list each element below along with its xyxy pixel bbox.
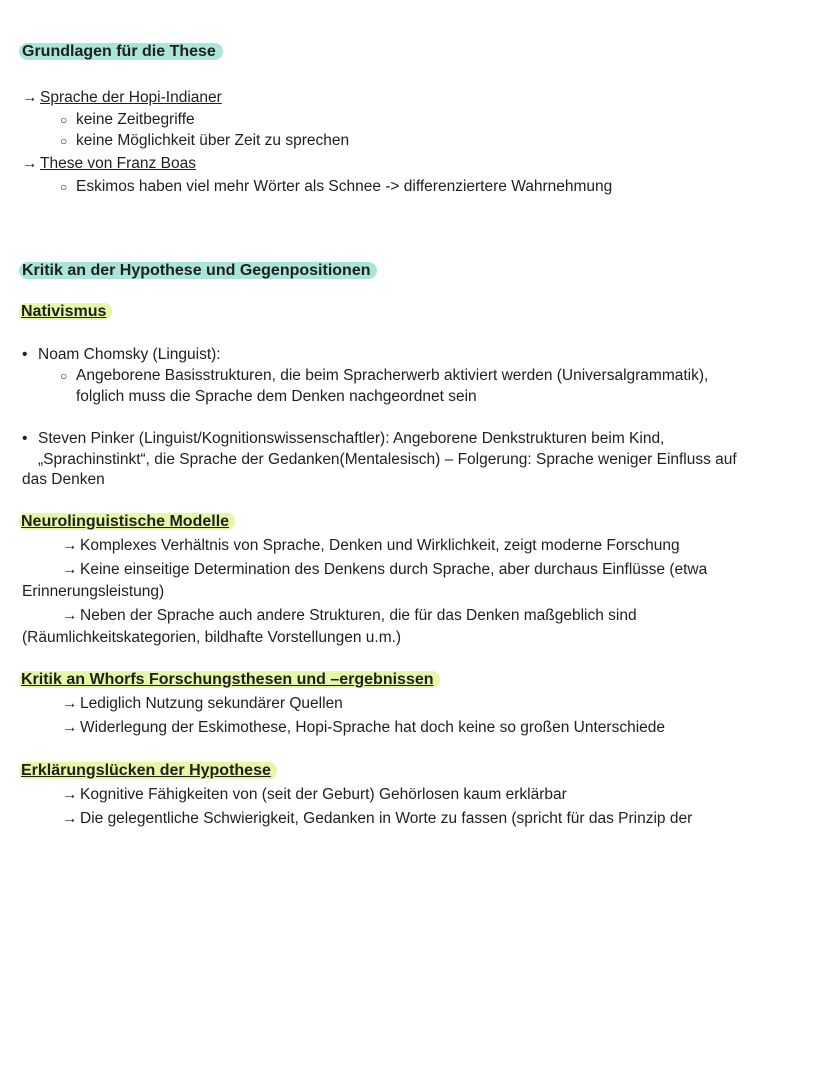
list-item [62,536,680,556]
circle-bullet-icon: ○ [60,369,68,383]
item-label: das Denken [22,471,105,488]
item-label: Erinnerungsleistung) [22,583,165,600]
item-label: folglich muss die Sprache dem Denken nachgeordnet sein [76,388,477,405]
item-label: Lediglich Nutzung sekundärer Quellen [80,695,343,712]
sub-list-item [60,110,195,130]
circle-bullet-icon: ○ [60,180,68,194]
section-heading-grundlagen [19,42,223,62]
list-item [22,429,664,449]
arrow-icon: → [62,561,78,578]
item-label: Widerlegung der Eskimothese, Hopi-Sprache hat doch keine so großen Unterschiede [80,719,666,736]
bullet-icon: • [22,346,28,363]
list-item [22,154,196,174]
heading-highlight: Erklärungslücken der Hypothese [19,762,277,779]
item-label: Sprache der Hopi-Indianer [40,89,222,106]
arrow-icon: → [62,810,78,827]
sub-list-item [60,366,708,386]
circle-bullet-icon: ○ [60,113,68,127]
item-label: Eskimos haben viel mehr Wörter als Schnee -> differenziertere Wahrnehmung [76,178,613,195]
item-label: „Sprachinstinkt“, die Sprache der Gedanken(Mentalesisch) – Folgerung: Sprache weniger Einfluss auf [38,451,737,468]
circle-bullet-icon: ○ [60,134,68,148]
heading-highlight: Grundlagen für die These [19,43,223,60]
item-label: (Räumlichkeitskategorien, bildhafte Vorstellungen u.m.) [22,629,402,646]
bullet-icon: • [22,430,28,447]
item-label: Komplexes Verhältnis von Sprache, Denken und Wirklichkeit, zeigt moderne Forschung [80,537,680,554]
list-item-continuation [22,470,105,490]
item-label: Keine einseitige Determination des Denkens durch Sprache, aber durchaus Einflüsse (etwa [80,561,708,578]
heading-highlight: Neurolinguistische Modelle [19,513,235,530]
arrow-icon: → [62,695,78,712]
arrow-icon: → [62,537,78,554]
item-label: Noam Chomsky (Linguist): [38,346,221,363]
item-label: Angeborene Basisstrukturen, die beim Spracherwerb aktiviert werden (Universalgrammatik), [76,367,709,384]
arrow-icon: → [62,719,78,736]
list-item [62,560,707,580]
item-label: Steven Pinker (Linguist/Kognitionswissenschaftler): Angeborene Denkstrukturen beim Kind, [38,430,665,447]
heading-highlight: Kritik an der Hypothese und Gegenpositionen [19,262,377,279]
list-item [22,88,222,108]
list-item [62,718,665,738]
heading-highlight: Nativismus [19,303,112,320]
sub-list-item [60,177,612,197]
list-item [62,809,692,829]
subheading-whorf [19,670,440,690]
arrow-icon: → [22,89,38,106]
section-heading-kritik [19,261,377,281]
sub-list-item-continuation [76,387,477,407]
item-label: These von Franz Boas [40,155,196,172]
subheading-neuro [19,512,235,532]
item-label: Neben der Sprache auch andere Strukturen, die für das Denken maßgeblich sind [80,607,637,624]
list-item-continuation [38,450,737,470]
list-item-continuation [22,582,164,602]
item-label: Kognitive Fähigkeiten von (seit der Geburt) Gehörlosen kaum erklärbar [80,786,567,803]
sub-list-item [60,131,349,151]
list-item [62,694,343,714]
subheading-nativismus [19,302,112,322]
list-item [62,785,567,805]
item-label: keine Zeitbegriffe [76,111,195,128]
item-label: keine Möglichkeit über Zeit zu sprechen [76,132,350,149]
arrow-icon: → [62,607,78,624]
subheading-luecken [19,761,277,781]
list-item-continuation [22,628,401,648]
arrow-icon: → [62,786,78,803]
list-item [22,345,221,365]
heading-highlight: Kritik an Whorfs Forschungsthesen und –ergebnissen [19,671,440,688]
item-label: Die gelegentliche Schwierigkeit, Gedanken in Worte zu fassen (spricht für das Prinzip der [80,810,693,827]
arrow-icon: → [22,155,38,172]
list-item [62,606,637,626]
